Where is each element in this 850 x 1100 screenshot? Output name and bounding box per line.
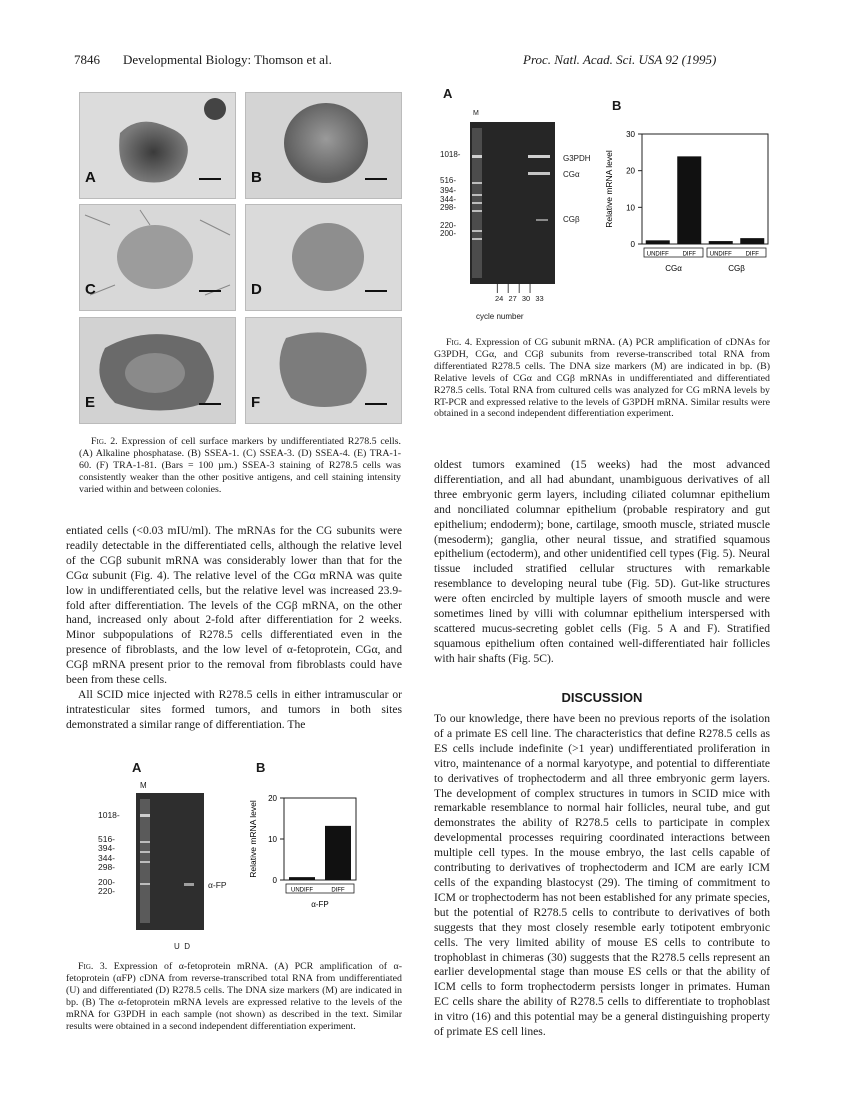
marker-label: 516-: [440, 175, 457, 185]
cga-band: [528, 172, 550, 175]
marker-label: 220-: [440, 220, 457, 230]
category-label: UNDIFF: [709, 251, 732, 258]
marker-label: 298-: [440, 203, 457, 212]
panel-label-a: A: [132, 760, 142, 775]
plot-frame: [642, 134, 768, 244]
marker-band: [472, 155, 482, 158]
marker-band: [140, 861, 150, 863]
micrograph-image: [80, 93, 235, 198]
y-tick-label: 0: [272, 876, 277, 885]
bar-undiff-2: [709, 241, 733, 244]
marker-label: 298-: [98, 862, 116, 872]
discussion-text: [434, 712, 770, 1040]
marker-label: 516-: [98, 833, 116, 844]
paragraph: entiated cells (<0.03 mIU/ml). The mRNAs for the CG subunits were readily detectable in the differentiated cells, although the relative level of the CGβ subunit mRNA was considerably lower than that for the CGα subunit (Fig. 4). The relative level of the CGα mRNA was quite low in undifferentiated cells, but the relative level was increased 23.9-fold after differentiation. The levels of the CGβ mRNA, on the other hand, increased only about 2-fold after differentiation for 2 weeks. Minor subpopulations of R278.5 cells differentiated even in the presence of fibroblasts, and the low level of α-fetoprotein, CGα, and CGβ mRNA present prior to the removal from fibroblasts could have been from these cells.: [66, 524, 402, 687]
caption-text: Expression of CG subunit mRNA. (A) PCR amplification of cDNAs for G3PDH, CGα, and CGβ subunits from reverse-transcribed total RNA from differentiated R278.5 cells. The DNA size markers (M) are indicated in bp. (B) Relative levels of CGα and CGβ mRNAs in undifferentiated and differentiated R278.5 cells. Total RNA from cultured cells was analyzed for CG mRNA levels by RT-PCR and expressed relative to the levels of G3PDH mRNA. Similar results were obtained in a second independent differentiation experiment.: [434, 337, 770, 420]
micrograph-panel-d: [245, 204, 402, 311]
panel-label-b: B: [612, 98, 622, 113]
group-label: α-FP: [311, 900, 329, 909]
cycle-numbers: [495, 294, 544, 303]
band-label-g3pdh: G3PDH: [563, 154, 591, 163]
marker-sizes: [98, 811, 120, 897]
marker-sizes: [440, 151, 460, 239]
g3pdh-band: [528, 155, 550, 158]
category-label: DIFF: [682, 251, 696, 258]
gel-image: [470, 122, 555, 284]
marker-band: [140, 851, 150, 853]
group-label: CGβ: [728, 264, 745, 273]
marker-label: 200-: [440, 229, 457, 238]
micrograph-image: [246, 93, 401, 198]
y-axis-label: Relative mRNA level: [604, 150, 614, 228]
category-label: UNDIFF: [646, 251, 669, 258]
panel-label: F: [251, 394, 261, 411]
panel-label: E: [85, 394, 96, 411]
section-heading: DISCUSSION: [561, 690, 643, 705]
band-label-cga: CGα: [563, 170, 580, 179]
caption-label: Fig. 3.: [78, 961, 108, 972]
marker-label: 200-: [98, 876, 116, 887]
left-column-text: [66, 524, 402, 733]
bar-diff-1: [677, 156, 701, 244]
cycle-axis-label: cycle number: [476, 312, 524, 321]
marker-band: [472, 238, 482, 240]
chart-bars: [289, 826, 351, 880]
y-tick-label: 20: [268, 794, 277, 803]
micrograph-panel-a: [79, 92, 236, 199]
afp-band: [184, 883, 194, 886]
marker-band: [472, 210, 482, 212]
scale-bar: [365, 403, 387, 405]
marker-band: [140, 883, 150, 885]
panel-label: D: [251, 281, 262, 298]
scale-bar: [199, 178, 221, 180]
fig4-bar-chart: [598, 122, 778, 282]
caption-label: Fig. 4.: [446, 337, 473, 348]
marker-band: [140, 841, 150, 843]
marker-label: 344-: [440, 194, 457, 204]
gel-image: [136, 793, 204, 930]
marker-label: 1018-: [98, 810, 120, 820]
micrograph-panel-b: [245, 92, 402, 199]
marker-band: [472, 194, 482, 196]
micrograph-image: [246, 318, 401, 423]
marker-label: 344-: [98, 852, 116, 863]
y-tick-label: 20: [626, 166, 635, 176]
y-tick-label: 30: [626, 130, 635, 139]
y-tick-label: 10: [626, 203, 635, 213]
fig3-caption: [66, 961, 402, 1032]
running-title: Developmental Biology: Thomson et al.: [123, 52, 332, 67]
scale-bar: [365, 178, 387, 180]
journal-citation: Proc. Natl. Acad. Sci. USA 92 (1995): [523, 52, 717, 67]
paragraph: To our knowledge, there have been no previous reports of the isolation of a primate ES cell line. The characteristics that define R278.5 cells as ES cells include indefinite (>1 year) undifferentiated proliferation in vitro, maintenance of a normal karyotype, and potential to differentiate to derivatives of trophectoderm and all three embryonic germ layers. The development of complex structures in tumors in SCID mice with remarkable resemblance to normal hair follicles, neural tube, and gut demonstrates the ability of R278.5 cells to participate in complex developmental processes requiring coordinated interactions between multiple cell types. In the mouse embryo, the last cells capable of contributing to derivatives of trophectoderm and ICM are early ICM cells of the expanding blastocyst (29). The timing of commitment to ICM or trophectoderm has not been established for any primate species, but the potential of R278.5 cells to contribute to derivatives of both suggests that they most closely resemble early totipotent embryonic cells. The very limited ability of mouse ES cells to contribute to trophoblast in chimeras (30) suggests that the R278.5 cells represent an earlier developmental stage than mouse ES cells or that the ability of ICM cells to form trophectoderm persists longer in primates. Human EC cells share the ability of R278.5 cells to differentiate to trophoblast in vitro (16) and this potential may be a general distinguishing property of primate ES cell lines.: [434, 712, 770, 1039]
cgb-band: [536, 219, 548, 221]
micrograph-image: [80, 205, 235, 310]
panel-label-a: A: [443, 86, 453, 101]
marker-label: 394-: [440, 186, 457, 195]
lane-m-label: M: [140, 781, 147, 790]
y-axis-label: Relative mRNA level: [248, 800, 258, 878]
bar-undiff-0: [289, 877, 315, 880]
marker-band: [472, 230, 482, 232]
scale-bar: [199, 290, 221, 292]
lane-m-label: M: [473, 110, 479, 117]
marker-label: 220-: [98, 886, 116, 896]
cycle-value: 24: [495, 294, 504, 303]
scale-bar: [199, 403, 221, 405]
marker-label: 1018-: [440, 150, 461, 159]
micrograph-panel-f: [245, 317, 402, 424]
bar-diff-3: [740, 238, 764, 244]
panel-label: B: [251, 169, 262, 186]
y-tick-label: 0: [630, 240, 635, 249]
bar-undiff-0: [646, 240, 670, 244]
cycle-value: 30: [521, 294, 531, 303]
fig2-caption: [79, 436, 401, 496]
group-label: CGα: [665, 264, 682, 273]
scale-bar: [365, 290, 387, 292]
micrograph-image: [80, 318, 235, 423]
caption-text: Expression of α-fetoprotein mRNA. (A) PCR amplification of α-fetoprotein (αFP) cDNA from reverse-transcribed total RNA from undifferentiated (U) and differentiated (D) R278.5 cells. The DNA size markers (M) are indicated in bp. (B) The α-fetoprotein mRNA levels are expressed relative to the levels of the mRNA for G3PDH in each sample (not shown) as described in the text. Similar results were obtained in a second independent differentiation experiment.: [66, 961, 402, 1032]
micrograph-image: [246, 205, 401, 310]
micrograph-panel-c: [79, 204, 236, 311]
marker-band: [472, 182, 482, 184]
micrograph-panel-e: [79, 317, 236, 424]
marker-label: 394-: [98, 843, 116, 853]
chart-bars: [646, 156, 765, 244]
bar-diff-1: [325, 826, 351, 880]
afp-band-label: α-FP: [208, 880, 227, 890]
right-column-text: [434, 458, 770, 667]
category-label: UNDIFF: [291, 887, 313, 894]
cycle-ticks: | | | |: [496, 283, 532, 294]
fig3-bar-chart: [240, 788, 370, 928]
paragraph: oldest tumors examined (15 weeks) had the most advanced differentiation, and all had abundant, unambiguous derivatives of all three embryonic germ layers, including ciliated columnar epithelium and nonciliated columnar epithelium (probable respiratory and gut epithelium; endoderm); bone, cartilage, smooth muscle, striated muscle (mesoderm); ganglia, other neural tissue, and stratified squamous epithelium (ectoderm), and other unidentified cell types (Fig. 5). Neural tissue included stratified cellular structures with remarkable resemblance to developing neural tube (Fig. 5D). Gut-like structures were often encircled by multiple layers of smooth muscle and were sometimes lined by villi with columnar epithelium interspersed with scattered mucus-secreting goblet cells (Fig. 5 A and F). Stratified squamous epithelium often contained well-differentiated hair follicles with hair shafts (Fig. 5C).: [434, 458, 770, 665]
caption-label: Fig. 2.: [91, 436, 118, 447]
marker-band: [140, 814, 150, 817]
cycle-value: 33: [535, 294, 544, 303]
category-label: DIFF: [745, 251, 759, 258]
panel-label: A: [85, 169, 96, 186]
y-tick-label: 10: [268, 835, 277, 844]
panel-label: C: [85, 281, 96, 298]
lane-labels: U D: [174, 942, 190, 951]
paragraph: All SCID mice injected with R278.5 cells in either intramuscular or intratesticular sites formed tumors, and tumors in both sites demonstrated a similar range of differentiation. The: [66, 687, 402, 731]
panel-label-b: B: [256, 760, 266, 775]
fig4-caption: [434, 337, 770, 420]
caption-text: Expression of cell surface markers by undifferentiated R278.5 cells. (A) Alkaline phosphatase. (B) SSEA-1. (C) SSEA-3. (D) SSEA-4. (E) TRA-1-60. (F) TRA-1-81. (Bars = 100 µm.) SSEA-3 staining of R278.5 cells was consistently weaker than the other positive antigens, and cell staining intensity varied within and between colonies.: [79, 436, 401, 495]
page-number: 7846: [74, 52, 100, 67]
cycle-value: 27: [508, 294, 517, 303]
category-label: DIFF: [331, 887, 345, 894]
marker-band: [472, 202, 482, 204]
band-label-cgb: CGβ: [563, 215, 580, 224]
